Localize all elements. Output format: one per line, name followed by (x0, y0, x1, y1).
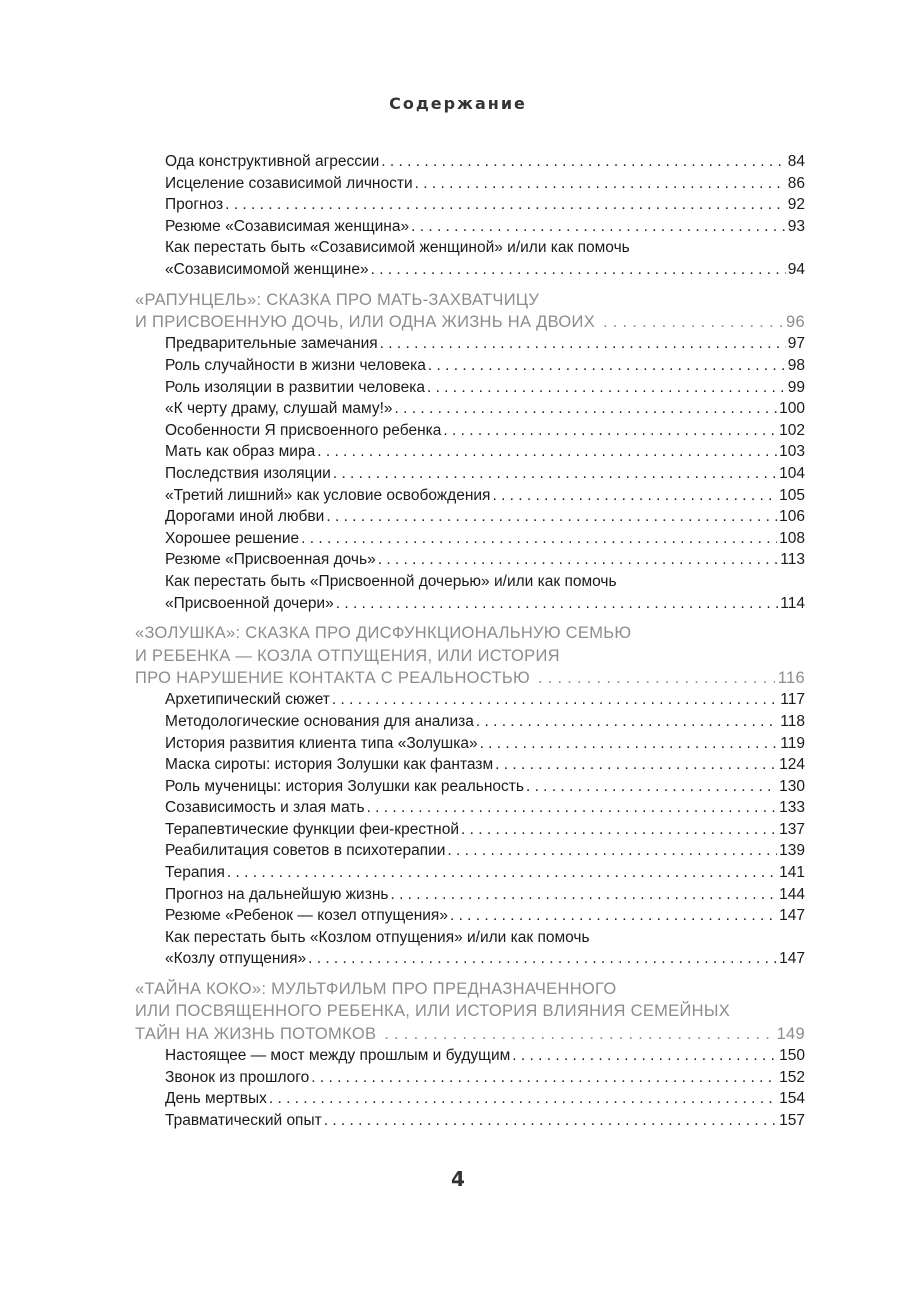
leader-dots (381, 151, 785, 173)
leader-dots (225, 194, 786, 216)
leader-dots (492, 485, 777, 507)
toc-entry-title: Маска сироты: история Золушки как фантазм (165, 756, 494, 774)
leader-dots (447, 840, 777, 862)
leader-dots (324, 1110, 777, 1132)
chapter-heading-line2: ИЛИ ПОСВЯЩЕННОГО РЕБЕНКА, ИЛИ ИСТОРИЯ ВЛИЯНИЯ СЕМЕЙНЫХ (135, 1002, 731, 1021)
toc-entry-title: Травматический опыт (165, 1112, 322, 1130)
toc-entry-page: 106 (779, 508, 805, 526)
leader-dots (538, 667, 775, 689)
toc-entry-page: 93 (787, 217, 805, 235)
leader-dots (317, 441, 777, 463)
toc-entry-title: Резюме «Присвоенная дочь» (165, 551, 376, 569)
toc-entry[interactable] (165, 1088, 805, 1110)
leader-dots (308, 948, 777, 970)
leader-dots (336, 593, 779, 615)
toc-entry-title: Звонок из прошлого (165, 1068, 310, 1086)
toc-entry-page: 92 (787, 196, 805, 214)
toc-entry[interactable] (165, 398, 805, 420)
toc-entry[interactable] (165, 689, 805, 711)
toc-entry[interactable] (165, 420, 805, 442)
toc-entry-title: Предварительные замечания (165, 335, 378, 353)
leader-dots (333, 463, 777, 485)
toc-entry-page: 84 (787, 153, 805, 170)
toc-entry[interactable] (165, 463, 805, 485)
toc-entry[interactable] (165, 528, 805, 550)
toc-entry-title: Настоящее — мост между прошлым и будущим (165, 1047, 511, 1065)
leader-dots (390, 884, 777, 906)
toc-entry[interactable] (165, 1045, 805, 1067)
toc-entry-title-line2: «Козлу отпущения» (165, 950, 307, 968)
toc-chapter-rapunzel (135, 289, 805, 615)
toc-entry[interactable] (165, 194, 805, 216)
toc-entry-page: 98 (787, 356, 805, 374)
toc-entry[interactable] (165, 549, 805, 571)
toc-entry[interactable] (165, 819, 805, 841)
toc-entry-title: «Третий лишний» как условие освобождения (165, 486, 491, 504)
toc-entry-multiline[interactable] (165, 237, 805, 280)
leader-dots (450, 905, 777, 927)
toc-entry[interactable] (165, 884, 805, 906)
leader-dots (476, 711, 778, 733)
toc-entry[interactable] (165, 754, 805, 776)
toc-entry-page: 130 (779, 777, 805, 795)
leader-dots (603, 311, 783, 333)
leader-dots (326, 506, 777, 528)
toc-entry[interactable] (165, 441, 805, 463)
toc-entry-title: Последствия изоляции (165, 464, 331, 482)
toc-entry[interactable] (165, 151, 805, 173)
toc-entry-title: «К черту драму, слушай маму!» (165, 400, 393, 418)
toc-entry[interactable] (165, 377, 805, 399)
toc-entry-page: 119 (780, 734, 805, 752)
toc-entry-page: 157 (779, 1112, 805, 1130)
leader-dots (480, 733, 779, 755)
leader-dots (332, 689, 778, 711)
toc-entry-page: 147 (779, 907, 805, 925)
toc-entry-page: 103 (779, 443, 805, 461)
toc-entry-page: 137 (779, 820, 805, 838)
table-of-contents (135, 151, 805, 1132)
chapter-page: 149 (776, 1024, 805, 1043)
toc-entry[interactable] (165, 862, 805, 884)
toc-entry-title: Мать как образ мира (165, 443, 316, 461)
toc-entry-page: 86 (787, 174, 805, 192)
chapter-heading-line2: И ПРИСВОЕННУЮ ДОЧЬ, ИЛИ ОДНА ЖИЗНЬ НА ДВОИХ (135, 312, 595, 331)
toc-entry-title: Роль случайности в жизни человека (165, 356, 426, 374)
toc-entry-title: Методологические основания для анализа (165, 712, 474, 730)
toc-chapter-coco (135, 978, 805, 1132)
toc-entry[interactable] (165, 506, 805, 528)
toc-entry-last-line (165, 259, 805, 281)
toc-entry-page: 139 (779, 842, 805, 860)
toc-entry-page: 117 (780, 691, 805, 709)
toc-entry-title: Дорогами иной любви (165, 508, 325, 526)
toc-entry-title: Архетипический сюжет (165, 691, 330, 709)
toc-entry-title: История развития клиента типа «Золушка» (165, 734, 478, 752)
toc-entry-page: 118 (780, 712, 805, 730)
toc-entry[interactable] (165, 333, 805, 355)
toc-entry-title: Роль изоляции в развитии человека (165, 378, 425, 396)
toc-entry-title: Реабилитация советов в психотерапии (165, 842, 446, 860)
leader-dots (461, 819, 777, 841)
leader-dots (380, 333, 786, 355)
toc-entry-page: 100 (779, 400, 805, 418)
toc-entry-title: Созависимость и злая мать (165, 799, 365, 817)
leader-dots (415, 173, 786, 195)
leader-dots (395, 398, 778, 420)
leader-dots (384, 1023, 773, 1045)
chapter-heading-line3: ПРО НАРУШЕНИЕ КОНТАКТА С РЕАЛЬНОСТЬЮ (135, 668, 530, 687)
toc-entry[interactable] (165, 173, 805, 195)
toc-entry[interactable] (165, 797, 805, 819)
toc-entry-page: 147 (779, 950, 805, 968)
chapter-heading-line3: ТАЙН НА ЖИЗНЬ ПОТОМКОВ (135, 1024, 377, 1043)
toc-entry[interactable] (165, 711, 805, 733)
leader-dots (526, 776, 777, 798)
toc-entry-page: 144 (779, 885, 805, 903)
toc-entry-title: Терапевтические функции феи-крестной (165, 820, 460, 838)
leader-dots (269, 1088, 777, 1110)
toc-entry-page: 102 (779, 421, 805, 439)
leader-dots (443, 420, 777, 442)
toc-entry-title: Особенности Я присвоенного ребенка (165, 421, 442, 439)
toc-entry-title-line1: Как перестать быть «Козлом отпущения» и/или как помочь (165, 928, 590, 946)
toc-entry-page: 104 (779, 464, 805, 482)
toc-entry-title: Прогноз (165, 196, 224, 214)
toc-entry-title: Ода конструктивной агрессии (165, 153, 380, 170)
toc-entry[interactable] (165, 905, 805, 927)
toc-entry-title: Хорошее решение (165, 529, 300, 547)
toc-entry[interactable] (165, 1110, 805, 1132)
toc-entry-title-line2: «Созависимомой женщине» (165, 260, 369, 278)
toc-entry[interactable] (165, 776, 805, 798)
leader-dots (301, 528, 777, 550)
chapter-heading-line1: «ЗОЛУШКА»: СКАЗКА ПРО ДИСФУНКЦИОНАЛЬНУЮ СЕМЬЮ (135, 624, 632, 643)
leader-dots (367, 797, 778, 819)
toc-entry-page: 133 (779, 799, 805, 817)
chapter-heading-line1: «РАПУНЦЕЛЬ»: СКАЗКА ПРО МАТЬ-ЗАХВАТЧИЦУ (135, 290, 540, 309)
toc-entry-multiline[interactable] (165, 571, 805, 614)
toc-entry-title: Резюме «Созависимая женщина» (165, 217, 410, 235)
toc-entry-title-line1: Как перестать быть «Присвоенной дочерью» и/или как помочь (165, 572, 617, 590)
toc-entry[interactable] (165, 355, 805, 377)
toc-entry[interactable] (165, 216, 805, 238)
leader-dots (411, 216, 786, 238)
toc-entry[interactable] (165, 733, 805, 755)
toc-entry-page: 108 (779, 529, 805, 547)
toc-entry-title: Резюме «Ребенок — козел отпущения» (165, 907, 448, 925)
toc-entry-page: 124 (779, 756, 805, 774)
toc-entry-last-line (165, 948, 805, 970)
toc-entry[interactable] (165, 840, 805, 862)
toc-entry-page: 141 (779, 864, 805, 882)
leader-dots (495, 754, 777, 776)
toc-entry-title: Прогноз на дальнейшую жизнь (165, 885, 389, 903)
leader-dots (378, 549, 779, 571)
chapter-heading[interactable] (135, 978, 805, 1045)
leader-dots (227, 862, 777, 884)
toc-entry-page: 94 (787, 260, 805, 278)
toc-entry-page: 114 (780, 594, 805, 612)
toc-entry-page: 97 (787, 335, 805, 353)
toc-entry-page: 113 (780, 551, 805, 569)
chapter-heading[interactable] (135, 622, 805, 689)
chapter-heading-line2: И РЕБЕНКА — КОЗЛА ОТПУЩЕНИЯ, ИЛИ ИСТОРИЯ (135, 646, 560, 665)
leader-dots (512, 1045, 777, 1067)
chapter-heading-line1: «ТАЙНА КОКО»: МУЛЬТФИЛЬМ ПРО ПРЕДНАЗНАЧЕННОГО (135, 980, 617, 999)
toc-entry-multiline[interactable] (165, 927, 805, 970)
toc-entry-title: День мертвых (165, 1090, 267, 1108)
leader-dots (371, 259, 786, 281)
toc-block-1 (135, 151, 805, 281)
toc-entry-page: 152 (779, 1068, 805, 1086)
chapter-heading[interactable] (135, 289, 805, 334)
toc-entry-last-line (165, 593, 805, 615)
chapter-page: 96 (786, 312, 805, 331)
toc-chapter-cinderella (135, 622, 805, 970)
toc-entry-page: 99 (787, 378, 805, 396)
running-header: Содержание (389, 94, 527, 113)
toc-entry-title-line2: «Присвоенной дочери» (165, 594, 334, 612)
toc-entry[interactable] (165, 1067, 805, 1089)
toc-entry-title: Исцеление созависимой личности (165, 174, 413, 192)
leader-dots (428, 355, 786, 377)
toc-entry-page: 154 (779, 1090, 805, 1108)
toc-entry-title-line1: Как перестать быть «Созависимой женщиной» и/или как помочь (165, 239, 630, 257)
leader-dots (427, 377, 786, 399)
toc-entry-title: Роль мученицы: история Золушки как реальность (165, 777, 524, 795)
chapter-page: 116 (777, 668, 805, 687)
toc-entry-title: Терапия (165, 864, 225, 882)
toc-entry-page: 105 (779, 486, 805, 504)
leader-dots (311, 1067, 777, 1089)
page-number: 4 (451, 1167, 465, 1191)
toc-entry-page: 150 (779, 1047, 805, 1065)
toc-entry[interactable] (165, 485, 805, 507)
